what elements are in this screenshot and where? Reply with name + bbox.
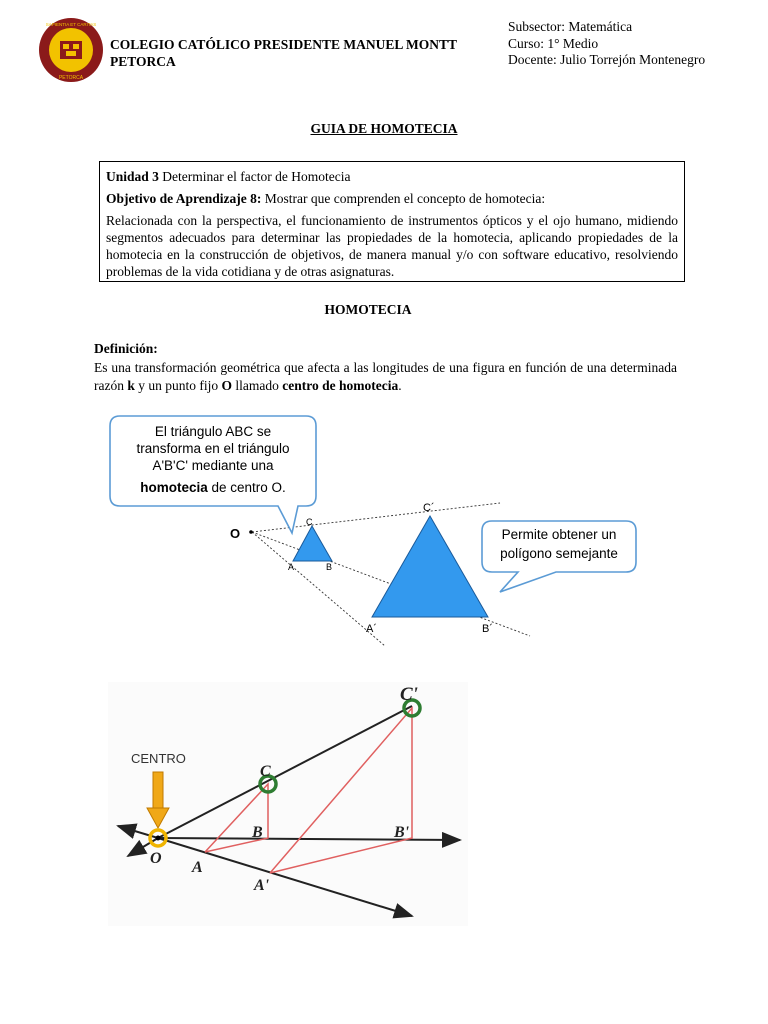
svg-text:PETORCA: PETORCA [58,75,84,81]
definition-text [94,359,677,395]
centro-label: CENTRO [131,751,186,766]
objective-text: Mostrar que comprenden el concepto de homotecia: [261,191,546,206]
label-b-prime: B´ [482,623,493,635]
label-b: B [326,562,333,572]
unit-objective-box [99,161,685,282]
page-title: GUIA DE HOMOTECIA [310,121,458,136]
section-title: HOMOTECIA [324,302,412,317]
centro-homotecia: centro de homotecia [282,378,399,393]
callout-line-4: de centro O. [207,480,286,495]
label-c: C [260,763,271,780]
objective-description: Relacionada con la perspectiva, el funcionamiento de instrumentos ópticos y el ojo humano, midiendo segmentos adecuados para determinar las propiedades de la homotecia, aplicando propiedades de la homotecia en la construcción de objetivos, de manera manual y/o con software educativo, resolviendo problemas de la vida cotidiana y de otras asignaturas. [106,213,678,279]
label-a-prime: A' [254,877,270,894]
center-o-dot [156,836,161,841]
objective-label: Objetivo de Aprendizaje 8: [106,191,262,206]
label-a-prime: A´ [366,623,377,635]
definition-text-part: . [398,378,402,393]
label-c-prime: C´ [423,502,435,514]
callout-homotecia [110,416,316,533]
point-o: O [221,378,233,393]
objective-line [106,190,678,207]
label-b-prime: B' [394,824,410,841]
definition-text-part: Es una transformación geométrica que afecta a las longitudes de una figura en función de una determinada razón [94,360,677,393]
label-o: O [150,850,162,867]
callout-semejante [482,521,636,592]
callout2-line-1: Permite obtener un [501,527,617,542]
label-c-prime: C' [400,684,418,705]
definition-text-part: llamado [232,378,283,393]
svg-text:homotecia de centro O. [140,480,286,495]
label-c: C [306,517,313,527]
unit-line [106,168,678,185]
unit-text: Determinar el factor de Homotecia [158,169,351,184]
homothety-figure-2 [0,680,768,930]
callout-line-1: El triángulo ABC se [154,424,272,439]
callout-line-3: A'B'C' mediante una [152,458,274,473]
course-info [508,19,705,69]
point-o-dot [249,530,253,534]
definition-heading: Definición: [94,341,158,356]
school-name-line1: COLEGIO CATÓLICO PRESIDENTE MANUEL MONTT [110,37,458,52]
label-b: B [252,824,263,841]
ratio-k: k [127,378,135,393]
curso-text: Curso: 1° Medio [508,35,599,51]
callout2-line-2: polígono semejante [500,546,618,561]
label-a: A [192,859,203,876]
callout-bold: homotecia [140,480,208,495]
label-o: O [230,526,241,541]
docente-text: Docente: Julio Torrejón Montenegro [508,52,706,67]
label-a: A [288,562,295,572]
svg-text:SAPIENTIA ET CARITAS: SAPIENTIA ET CARITAS [45,22,97,27]
unit-label: Unidad 3 [106,169,159,184]
school-name [110,36,457,70]
definition-text-part: y un punto fijo [134,378,222,393]
school-name-line2: PETORCA [110,54,176,69]
school-crest-icon [38,17,104,83]
callout-line-2: transforma en el triángulo [136,441,290,456]
triangle-a2b2c2 [372,516,488,617]
triangle-abc [293,526,332,561]
subsector-text: Subsector: Matemática [508,19,633,34]
homothety-figure-1 [0,400,768,650]
